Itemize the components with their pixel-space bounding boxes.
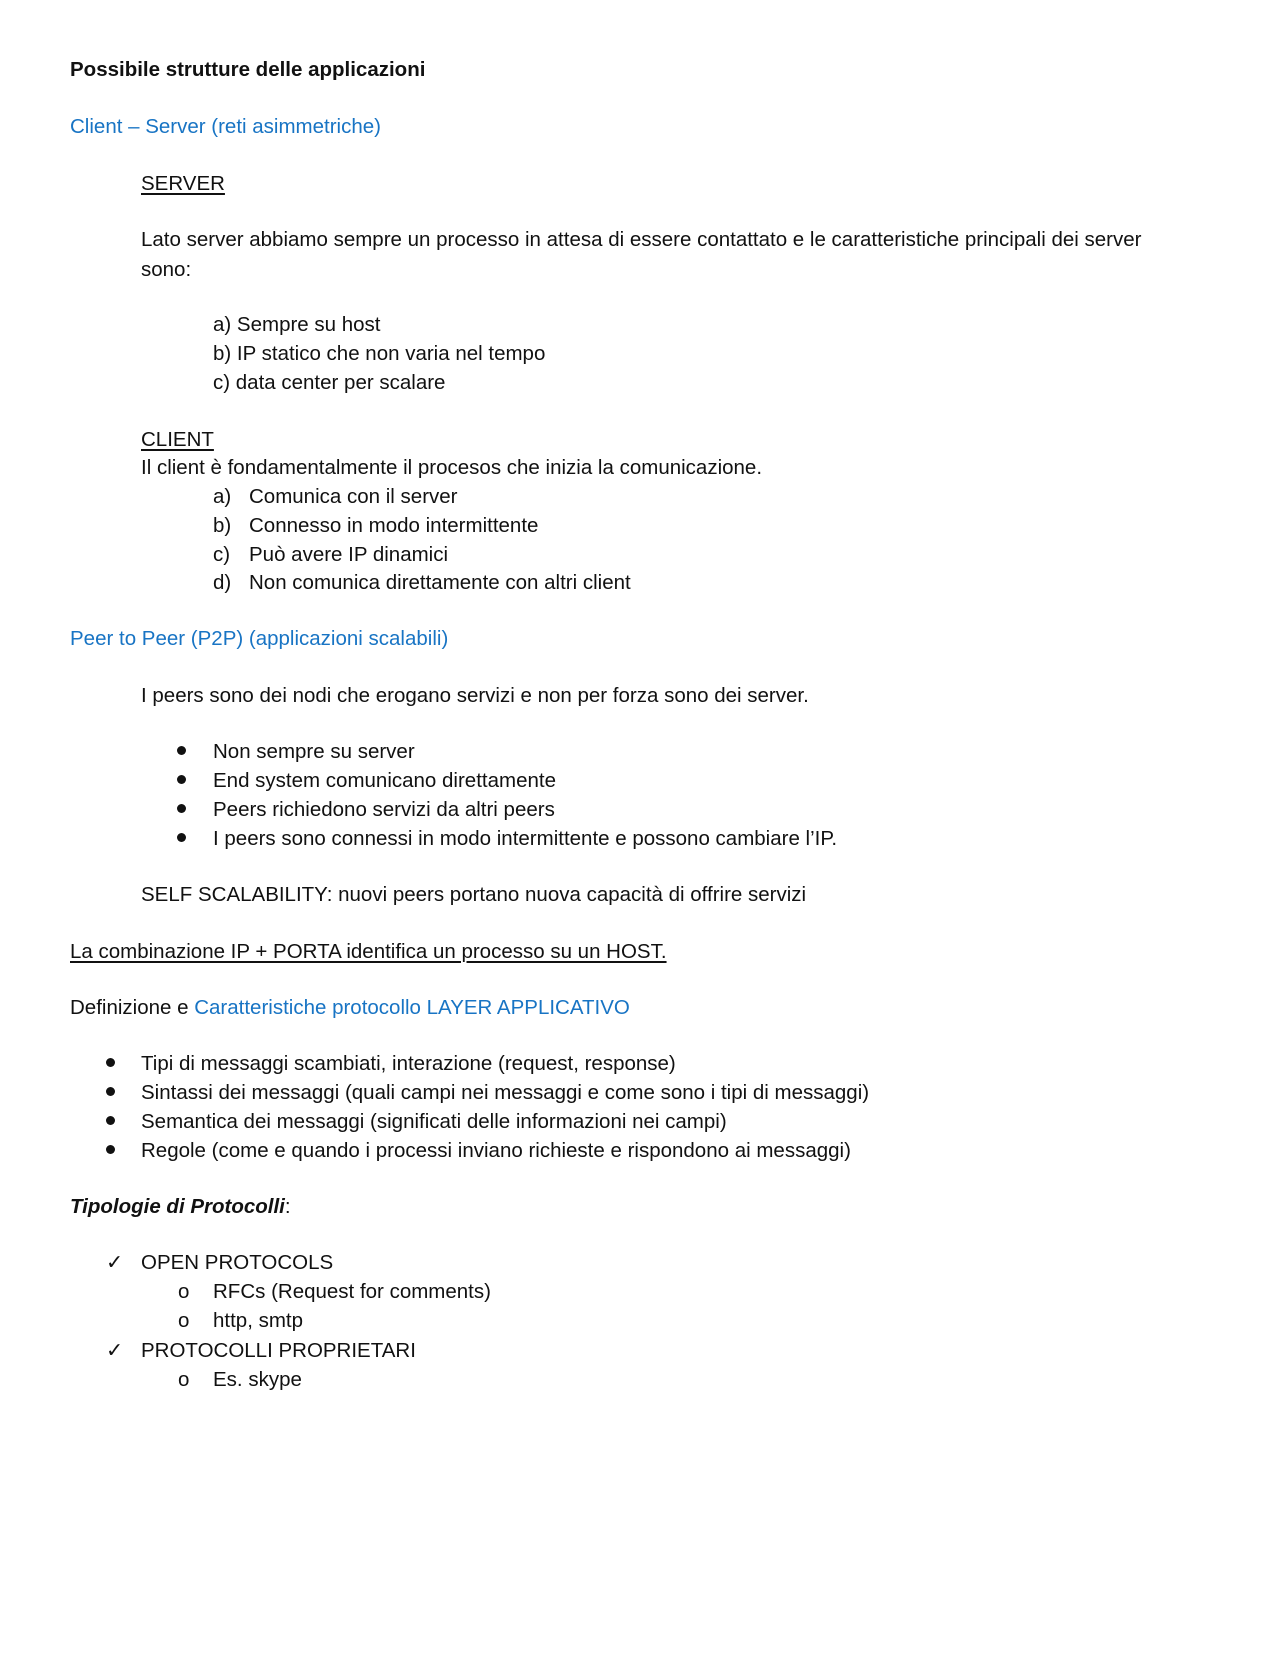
client-label: CLIENT — [141, 428, 214, 451]
client-item: Connesso in modo intermittente — [249, 514, 539, 537]
protocol-group: OPEN PROTOCOLS — [141, 1251, 334, 1274]
protocol-subitem: RFCs (Request for comments) — [213, 1280, 491, 1303]
protocol-subitem: http, smtp — [213, 1309, 304, 1332]
definition-item: Sintassi dei messaggi (quali campi nei messaggi e come sono i tipi di messaggi) — [141, 1081, 870, 1104]
protocol-types-colon: : — [284, 1195, 291, 1218]
p2p-item: End system comunicano direttamente — [213, 769, 556, 792]
page-title: Possibile strutture delle applicazioni — [70, 58, 426, 81]
p2p-intro: I peers sono dei nodi che erogano servizi e non per forza sono dei server. — [141, 684, 809, 707]
bullet-icon — [106, 1116, 115, 1125]
circle-bullet-icon: o — [178, 1280, 190, 1303]
server-item: c) data center per scalare — [213, 371, 446, 394]
p2p-item: I peers sono connessi in modo intermittente e possono cambiare l’IP. — [213, 827, 838, 850]
definition-highlight: Caratteristiche protocollo LAYER APPLICATIVO — [194, 996, 630, 1019]
check-icon: ✓ — [106, 1339, 124, 1362]
self-scalability-note: SELF SCALABILITY: nuovi peers portano nuova capacità di offrire servizi — [141, 883, 807, 906]
protocol-types-heading — [70, 1195, 291, 1219]
client-server-heading: Client – Server (reti asimmetriche) — [70, 115, 381, 138]
p2p-item: Non sempre su server — [213, 740, 415, 763]
protocol-types-label: Tipologie di Protocolli — [70, 1195, 285, 1218]
server-item: b) IP statico che non varia nel tempo — [213, 342, 546, 365]
client-item: Comunica con il server — [249, 485, 458, 508]
definition-prefix: Definizione e — [70, 996, 195, 1019]
client-item-marker: a) — [213, 485, 232, 508]
bullet-icon — [177, 804, 186, 813]
bullet-icon — [177, 833, 186, 842]
combination-note: La combinazione IP + PORTA identifica un processo su un HOST. — [70, 940, 667, 963]
definition-item: Semantica dei messaggi (significati delle informazioni nei campi) — [141, 1110, 727, 1133]
server-item: a) Sempre su host — [213, 313, 381, 336]
client-item-marker: c) — [213, 543, 231, 566]
client-item: Non comunica direttamente con altri client — [249, 571, 631, 594]
circle-bullet-icon: o — [178, 1368, 190, 1391]
bullet-icon — [177, 746, 186, 755]
definition-heading — [70, 996, 630, 1020]
circle-bullet-icon: o — [178, 1309, 190, 1332]
definition-item: Regole (come e quando i processi inviano richieste e rispondono ai messaggi) — [141, 1139, 851, 1162]
bullet-icon — [106, 1058, 115, 1067]
server-intro: Lato server abbiamo sempre un processo in attesa di essere contattato e le caratteristiche principali dei server sono: — [141, 228, 1142, 281]
bullet-icon — [106, 1145, 115, 1154]
bullet-icon — [177, 775, 186, 784]
definition-item: Tipi di messaggi scambiati, interazione (request, response) — [141, 1052, 676, 1075]
client-item-marker: d) — [213, 571, 232, 594]
protocol-group: PROTOCOLLI PROPRIETARI — [141, 1339, 416, 1362]
check-icon: ✓ — [106, 1251, 124, 1274]
server-label: SERVER — [141, 172, 225, 195]
p2p-item: Peers richiedono servizi da altri peers — [213, 798, 555, 821]
bullet-icon — [106, 1087, 115, 1096]
client-item: Può avere IP dinamici — [249, 543, 449, 566]
p2p-heading: Peer to Peer (P2P) (applicazioni scalabili) — [70, 627, 449, 650]
client-item-marker: b) — [213, 514, 232, 537]
client-intro: Il client è fondamentalmente il procesos che inizia la comunicazione. — [141, 456, 763, 479]
protocol-subitem: Es. skype — [213, 1368, 302, 1391]
